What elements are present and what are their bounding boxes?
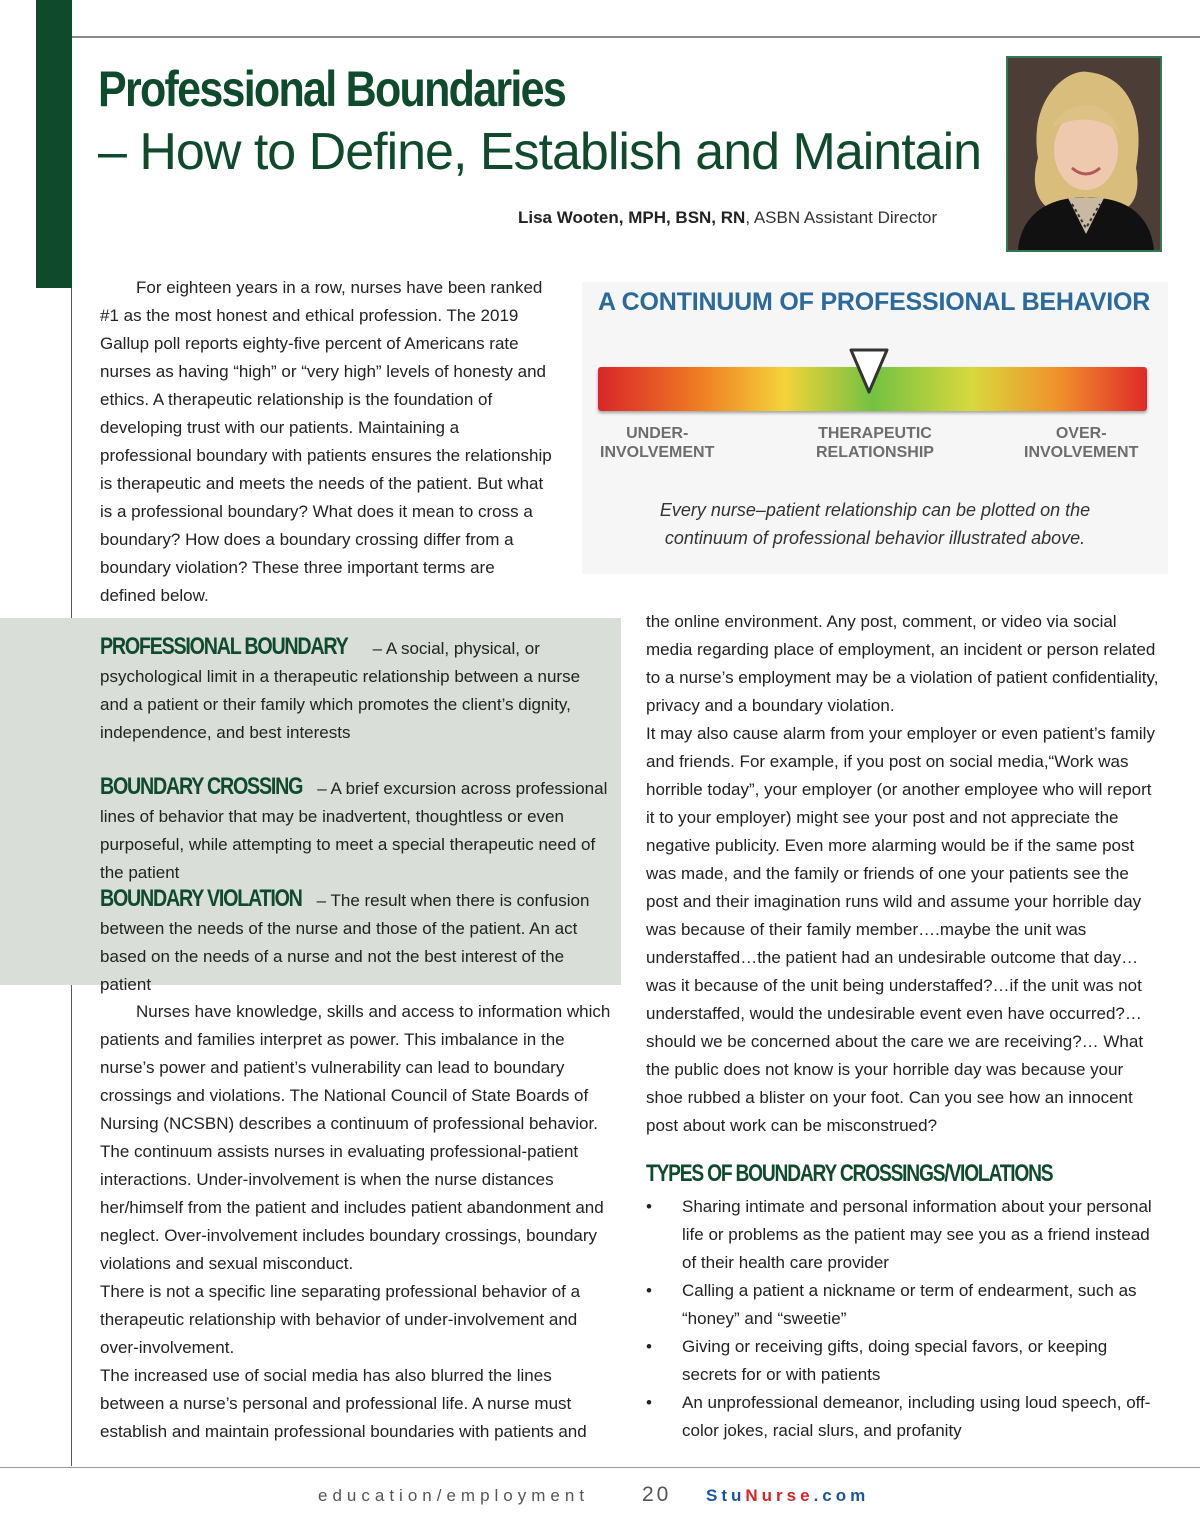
portrait-image bbox=[1008, 58, 1160, 250]
continuum-figure bbox=[582, 282, 1168, 574]
figure-caption: Every nurse–patient relationship can be plotted on the continuum of professional behavior illustrated above. bbox=[659, 500, 1091, 548]
page-number: 20 bbox=[642, 1483, 672, 1506]
body-paragraph: It may also cause alarm from your employer or even patient’s family and friends. For example, if you post on social media,“Work was horrible today”, your employer (or another employee who will report it to your employer) might see your post and not appreciate the negative publicity. Even more alarming would be if the same post was made, and the family or friends of one your patients see the post and their imagination runs wild and assume your horrible day was because of their family member….maybe the unit was understaffed…the patient had an undesirable outcome that day… was it because of the unit being understaffed?…if the unit was not understaffed, would the undesirable event even have occurred?… should we be concerned about the care we are receiving?… What the public does not know is your horrible day was because your shoe rubbed a blister on your foot. Can you see how an innocent post about work can be misconstrued? bbox=[646, 724, 1155, 1135]
list-item bbox=[646, 1277, 1162, 1333]
brand-part-nurse: Nurse bbox=[745, 1486, 814, 1505]
author-photo bbox=[1006, 56, 1162, 252]
page-title bbox=[98, 58, 981, 184]
brand-part-stu: Stu bbox=[706, 1486, 746, 1505]
body-left-column bbox=[100, 998, 612, 1446]
list-item-text: Sharing intimate and personal information about your personal life or problems as the patient may see you as a friend instead of their health care provider bbox=[682, 1197, 1152, 1272]
body-paragraph: Nurses have knowledge, skills and access to information which patients and families interpret as power. This imbalance in the nurse’s power and patient’s vulnerability can lead to boundary crossings and violations. The National Council of State Boards of Nursing (NCSBN) describes a continuum of professional behavior. The continuum assists nurses in evaluating professional-patient interactions. Under-involvement is when the nurse distances her/himself from the patient and includes patient abandonment and neglect. Over-involvement includes boundary crossings, boundary violations and sexual misconduct. bbox=[100, 1002, 611, 1273]
accent-bar bbox=[36, 0, 72, 288]
footer-rule bbox=[0, 1467, 1200, 1468]
definition-boundary-crossing bbox=[100, 773, 608, 887]
definition-term: PROFESSIONAL BOUNDARY bbox=[100, 633, 348, 660]
definition-term: BOUNDARY CROSSING bbox=[100, 773, 303, 800]
body-paragraph: There is not a specific line separating professional behavior of a therapeutic relationship with behavior of under-involvement and over-involvement. bbox=[100, 1282, 581, 1357]
list-item-text: Calling a patient a nickname or term of endearment, such as “honey” and “sweetie” bbox=[682, 1281, 1137, 1328]
definition-text: – A brief excursion across professional lines of behavior that may be inadvertent, thoughtless or even purposeful, while attempting to meet a special therapeutic need of the patient bbox=[100, 779, 608, 882]
intro-text: For eighteen years in a row, nurses have been ranked #1 as the most honest and ethical profession. The 2019 Gallup poll reports eighty-five percent of Americans rate nurses as having “high” or “very high” levels of honesty and ethics. A therapeutic relationship is the foundation of developing trust with our patients. Maintaining a professional boundary with patients ensures the relationship is therapeutic and meets the needs of the patient. But what is a professional boundary? What does it mean to cross a boundary? How does a boundary crossing differ from a boundary violation? These three important terms are defined below. bbox=[100, 278, 552, 605]
label-over-involvement: OVER- INVOLVEMENT bbox=[1024, 425, 1139, 461]
brand-part-com: .com bbox=[813, 1486, 870, 1505]
title-line-2: – How to Define, Establish and Maintain bbox=[98, 123, 982, 181]
body-paragraph: the online environment. Any post, comment, or video via social media regarding place of employment, an incident or person related to a nurse’s employment may be a violation of patient confidentiality, privacy and a boundary violation. bbox=[646, 612, 1159, 715]
list-item bbox=[646, 1389, 1162, 1445]
definition-boundary-violation bbox=[100, 885, 608, 999]
types-list bbox=[646, 1193, 1162, 1445]
definition-professional-boundary bbox=[100, 633, 608, 747]
definition-term: BOUNDARY VIOLATION bbox=[100, 885, 302, 912]
intro-paragraph bbox=[100, 274, 552, 610]
definition-text: – The result when there is confusion between the needs of the nurse and those of the patient. An act based on the needs of a nurse and not the best interest of the patient bbox=[100, 891, 590, 994]
body-paragraph: The increased use of social media has also blurred the lines between a nurse’s personal and professional life. A nurse must establish and maintain professional boundaries with patients and bbox=[100, 1366, 587, 1441]
label-therapeutic-relationship: THERAPEUTIC RELATIONSHIP bbox=[816, 425, 934, 461]
figure-title: A CONTINUUM OF PROFESSIONAL BEHAVIOR bbox=[598, 288, 1151, 316]
byline bbox=[518, 208, 937, 228]
footer-brand bbox=[706, 1486, 869, 1506]
list-item bbox=[646, 1333, 1162, 1389]
bullet-icon: • bbox=[646, 1337, 652, 1356]
types-heading: TYPES OF BOUNDARY CROSSINGS/VIOLATIONS bbox=[646, 1160, 1053, 1187]
bullet-icon: • bbox=[646, 1197, 652, 1216]
body-right-column bbox=[646, 608, 1162, 1140]
author-name: Lisa Wooten, MPH, BSN, RN bbox=[518, 208, 746, 227]
label-under-involvement: UNDER- INVOLVEMENT bbox=[600, 425, 715, 461]
bullet-icon: • bbox=[646, 1393, 652, 1412]
bullet-icon: • bbox=[646, 1281, 652, 1300]
list-item-text: An unprofessional demeanor, including using loud speech, off-color jokes, racial slurs, and profanity bbox=[682, 1393, 1151, 1440]
list-item-text: Giving or receiving gifts, doing special favors, or keeping secrets for or with patients bbox=[682, 1337, 1108, 1384]
footer-section: education/employment bbox=[318, 1486, 590, 1505]
title-line-1: Professional Boundaries bbox=[98, 61, 566, 117]
top-rule bbox=[72, 36, 1200, 38]
definition-text: – A social, physical, or psychological limit in a therapeutic relationship between a nurse and a patient or their family which promotes the client’s dignity, independence, and best interests bbox=[100, 639, 581, 742]
list-item bbox=[646, 1193, 1162, 1277]
author-role: , ASBN Assistant Director bbox=[745, 208, 938, 227]
marker-triangle-icon bbox=[847, 348, 891, 396]
